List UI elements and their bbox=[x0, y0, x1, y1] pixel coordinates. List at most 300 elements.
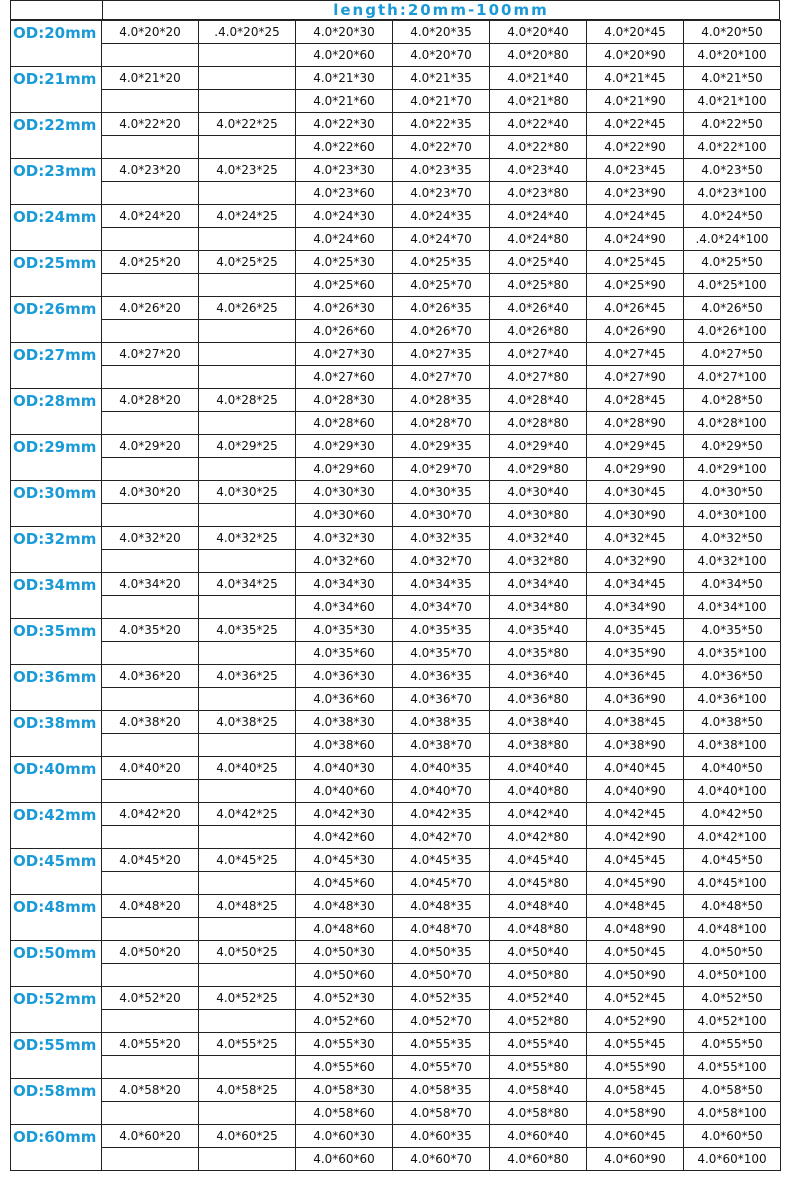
size-cell: 4.0*50*45 bbox=[587, 941, 684, 964]
od-label: OD:36mm bbox=[11, 665, 102, 711]
size-cell bbox=[199, 136, 296, 159]
size-cell: 4.0*50*70 bbox=[393, 964, 490, 987]
size-cell: 4.0*38*20 bbox=[102, 711, 199, 734]
size-cell: 4.0*48*30 bbox=[296, 895, 393, 918]
od-label: OD:48mm bbox=[11, 895, 102, 941]
size-cell: 4.0*23*60 bbox=[296, 182, 393, 205]
table-row bbox=[11, 573, 781, 596]
size-cell: 4.0*21*30 bbox=[296, 67, 393, 90]
table-row bbox=[11, 412, 781, 435]
length-range-title: length:20mm-100mm bbox=[333, 1, 549, 19]
size-cell: 4.0*36*30 bbox=[296, 665, 393, 688]
size-cell: 4.0*22*20 bbox=[102, 113, 199, 136]
size-cell: 4.0*35*40 bbox=[490, 619, 587, 642]
size-cell: 4.0*55*80 bbox=[490, 1056, 587, 1079]
size-cell: 4.0*32*60 bbox=[296, 550, 393, 573]
size-cell: 4.0*36*60 bbox=[296, 688, 393, 711]
size-cell: 4.0*50*40 bbox=[490, 941, 587, 964]
size-cell: 4.0*34*90 bbox=[587, 596, 684, 619]
size-cell: 4.0*29*35 bbox=[393, 435, 490, 458]
size-cell: 4.0*36*25 bbox=[199, 665, 296, 688]
size-cell bbox=[199, 734, 296, 757]
size-cell: 4.0*29*20 bbox=[102, 435, 199, 458]
size-cell: 4.0*48*45 bbox=[587, 895, 684, 918]
size-cell bbox=[199, 44, 296, 67]
table-row bbox=[11, 964, 781, 987]
header-corner-cell bbox=[11, 1, 103, 19]
size-cell: 4.0*20*45 bbox=[587, 21, 684, 44]
size-cell: 4.0*40*35 bbox=[393, 757, 490, 780]
size-cell: 4.0*28*40 bbox=[490, 389, 587, 412]
size-cell bbox=[199, 67, 296, 90]
size-cell bbox=[199, 780, 296, 803]
size-cell: 4.0*35*70 bbox=[393, 642, 490, 665]
size-cell: 4.0*42*25 bbox=[199, 803, 296, 826]
table-row bbox=[11, 1033, 781, 1056]
table-row bbox=[11, 21, 781, 44]
table-row bbox=[11, 527, 781, 550]
size-cell: 4.0*30*35 bbox=[393, 481, 490, 504]
size-cell bbox=[199, 320, 296, 343]
size-cell: 4.0*36*80 bbox=[490, 688, 587, 711]
od-label: OD:32mm bbox=[11, 527, 102, 573]
size-cell: 4.0*30*20 bbox=[102, 481, 199, 504]
size-cell: 4.0*40*25 bbox=[199, 757, 296, 780]
size-cell: 4.0*38*60 bbox=[296, 734, 393, 757]
size-cell: 4.0*58*35 bbox=[393, 1079, 490, 1102]
size-cell: 4.0*45*90 bbox=[587, 872, 684, 895]
size-cell: 4.0*60*45 bbox=[587, 1125, 684, 1148]
size-cell: 4.0*42*30 bbox=[296, 803, 393, 826]
size-cell: 4.0*30*30 bbox=[296, 481, 393, 504]
size-cell bbox=[102, 734, 199, 757]
size-cell: 4.0*38*30 bbox=[296, 711, 393, 734]
size-cell: 4.0*48*50 bbox=[684, 895, 781, 918]
size-cell: 4.0*50*80 bbox=[490, 964, 587, 987]
size-cell: 4.0*35*25 bbox=[199, 619, 296, 642]
size-cell: 4.0*22*40 bbox=[490, 113, 587, 136]
size-cell: 4.0*60*80 bbox=[490, 1148, 587, 1171]
size-cell: 4.0*29*45 bbox=[587, 435, 684, 458]
size-cell: 4.0*27*35 bbox=[393, 343, 490, 366]
size-cell: 4.0*30*70 bbox=[393, 504, 490, 527]
size-cell: 4.0*48*70 bbox=[393, 918, 490, 941]
size-cell: 4.0*50*30 bbox=[296, 941, 393, 964]
size-cell: 4.0*25*30 bbox=[296, 251, 393, 274]
size-cell: 4.0*21*100 bbox=[684, 90, 781, 113]
size-cell: 4.0*48*90 bbox=[587, 918, 684, 941]
size-cell: 4.0*23*90 bbox=[587, 182, 684, 205]
size-cell: 4.0*38*80 bbox=[490, 734, 587, 757]
size-cell: 4.0*24*40 bbox=[490, 205, 587, 228]
size-cell: 4.0*24*20 bbox=[102, 205, 199, 228]
size-cell: 4.0*22*100 bbox=[684, 136, 781, 159]
size-cell: 4.0*42*35 bbox=[393, 803, 490, 826]
size-cell bbox=[199, 458, 296, 481]
size-cell: 4.0*22*25 bbox=[199, 113, 296, 136]
size-cell: 4.0*27*90 bbox=[587, 366, 684, 389]
size-cell: 4.0*52*40 bbox=[490, 987, 587, 1010]
size-cell: 4.0*52*100 bbox=[684, 1010, 781, 1033]
table-row bbox=[11, 803, 781, 826]
size-cell: 4.0*45*70 bbox=[393, 872, 490, 895]
size-cell: 4.0*21*35 bbox=[393, 67, 490, 90]
size-cell: 4.0*38*50 bbox=[684, 711, 781, 734]
size-cell: 4.0*60*70 bbox=[393, 1148, 490, 1171]
size-cell: 4.0*36*70 bbox=[393, 688, 490, 711]
size-cell: 4.0*25*90 bbox=[587, 274, 684, 297]
size-cell: 4.0*32*30 bbox=[296, 527, 393, 550]
size-cell: 4.0*26*60 bbox=[296, 320, 393, 343]
size-cell: 4.0*22*60 bbox=[296, 136, 393, 159]
size-cell bbox=[102, 1056, 199, 1079]
size-cell: 4.0*48*60 bbox=[296, 918, 393, 941]
size-cell: 4.0*50*60 bbox=[296, 964, 393, 987]
size-cell: 4.0*40*100 bbox=[684, 780, 781, 803]
size-cell: 4.0*55*100 bbox=[684, 1056, 781, 1079]
size-cell: 4.0*45*100 bbox=[684, 872, 781, 895]
size-cell: 4.0*28*35 bbox=[393, 389, 490, 412]
size-cell: 4.0*60*20 bbox=[102, 1125, 199, 1148]
size-cell: 4.0*24*80 bbox=[490, 228, 587, 251]
table-row bbox=[11, 389, 781, 412]
size-cell: 4.0*24*45 bbox=[587, 205, 684, 228]
size-cell bbox=[102, 320, 199, 343]
table-row bbox=[11, 1125, 781, 1148]
table-row bbox=[11, 228, 781, 251]
table-row bbox=[11, 44, 781, 67]
size-cell: 4.0*30*90 bbox=[587, 504, 684, 527]
size-cell: 4.0*21*50 bbox=[684, 67, 781, 90]
size-cell: 4.0*34*50 bbox=[684, 573, 781, 596]
size-cell: 4.0*50*100 bbox=[684, 964, 781, 987]
size-cell: 4.0*40*60 bbox=[296, 780, 393, 803]
size-cell: 4.0*23*80 bbox=[490, 182, 587, 205]
od-label: OD:58mm bbox=[11, 1079, 102, 1125]
size-cell: 4.0*55*25 bbox=[199, 1033, 296, 1056]
size-cell: 4.0*42*45 bbox=[587, 803, 684, 826]
size-cell: 4.0*40*80 bbox=[490, 780, 587, 803]
size-cell bbox=[199, 550, 296, 573]
size-cell: 4.0*45*45 bbox=[587, 849, 684, 872]
od-label: OD:27mm bbox=[11, 343, 102, 389]
size-cell: 4.0*27*30 bbox=[296, 343, 393, 366]
size-cell bbox=[102, 274, 199, 297]
size-cell: 4.0*30*100 bbox=[684, 504, 781, 527]
size-cell bbox=[102, 1148, 199, 1171]
size-cell bbox=[199, 274, 296, 297]
size-cell: 4.0*60*50 bbox=[684, 1125, 781, 1148]
size-cell: 4.0*26*50 bbox=[684, 297, 781, 320]
size-cell bbox=[199, 1102, 296, 1125]
size-cell: 4.0*42*100 bbox=[684, 826, 781, 849]
size-cell bbox=[199, 412, 296, 435]
size-cell: 4.0*35*80 bbox=[490, 642, 587, 665]
size-cell bbox=[102, 642, 199, 665]
size-cell: 4.0*27*60 bbox=[296, 366, 393, 389]
table-row bbox=[11, 343, 781, 366]
size-cell: 4.0*26*45 bbox=[587, 297, 684, 320]
size-cell: 4.0*27*70 bbox=[393, 366, 490, 389]
size-cell: 4.0*26*20 bbox=[102, 297, 199, 320]
size-cell: 4.0*24*60 bbox=[296, 228, 393, 251]
od-label: OD:35mm bbox=[11, 619, 102, 665]
size-cell: 4.0*21*40 bbox=[490, 67, 587, 90]
size-cell bbox=[199, 504, 296, 527]
size-cell: 4.0*58*70 bbox=[393, 1102, 490, 1125]
size-cell bbox=[199, 182, 296, 205]
size-cell: 4.0*52*45 bbox=[587, 987, 684, 1010]
size-cell: 4.0*23*45 bbox=[587, 159, 684, 182]
od-label: OD:20mm bbox=[11, 21, 102, 67]
size-cell: 4.0*32*45 bbox=[587, 527, 684, 550]
size-cell: 4.0*21*80 bbox=[490, 90, 587, 113]
size-cell: 4.0*55*35 bbox=[393, 1033, 490, 1056]
size-cell: 4.0*40*50 bbox=[684, 757, 781, 780]
size-cell: 4.0*58*100 bbox=[684, 1102, 781, 1125]
size-cell: 4.0*26*25 bbox=[199, 297, 296, 320]
size-cell: 4.0*25*70 bbox=[393, 274, 490, 297]
size-cell: 4.0*21*60 bbox=[296, 90, 393, 113]
size-cell: 4.0*55*90 bbox=[587, 1056, 684, 1079]
size-cell bbox=[199, 642, 296, 665]
size-cell bbox=[199, 90, 296, 113]
size-cell: 4.0*32*40 bbox=[490, 527, 587, 550]
size-cell: 4.0*45*50 bbox=[684, 849, 781, 872]
table-row bbox=[11, 688, 781, 711]
size-cell: 4.0*48*100 bbox=[684, 918, 781, 941]
size-cell: 4.0*27*50 bbox=[684, 343, 781, 366]
od-label: OD:21mm bbox=[11, 67, 102, 113]
size-cell: 4.0*34*25 bbox=[199, 573, 296, 596]
size-cell: 4.0*55*30 bbox=[296, 1033, 393, 1056]
size-cell: 4.0*58*45 bbox=[587, 1079, 684, 1102]
size-cell: 4.0*45*20 bbox=[102, 849, 199, 872]
size-cell bbox=[102, 504, 199, 527]
table-row bbox=[11, 642, 781, 665]
size-cell bbox=[102, 90, 199, 113]
size-cell: 4.0*52*50 bbox=[684, 987, 781, 1010]
size-cell: 4.0*55*60 bbox=[296, 1056, 393, 1079]
size-cell: 4.0*30*40 bbox=[490, 481, 587, 504]
table-row bbox=[11, 757, 781, 780]
size-cell: 4.0*29*60 bbox=[296, 458, 393, 481]
table-row bbox=[11, 481, 781, 504]
size-cell: 4.0*58*20 bbox=[102, 1079, 199, 1102]
size-cell: 4.0*26*30 bbox=[296, 297, 393, 320]
size-cell: 4.0*52*35 bbox=[393, 987, 490, 1010]
size-cell: 4.0*29*50 bbox=[684, 435, 781, 458]
size-cell: 4.0*48*35 bbox=[393, 895, 490, 918]
table-row bbox=[11, 849, 781, 872]
size-cell bbox=[102, 780, 199, 803]
table-row bbox=[11, 320, 781, 343]
size-cell: 4.0*25*35 bbox=[393, 251, 490, 274]
od-label: OD:45mm bbox=[11, 849, 102, 895]
od-label: OD:34mm bbox=[11, 573, 102, 619]
size-cell: 4.0*23*35 bbox=[393, 159, 490, 182]
size-cell bbox=[199, 964, 296, 987]
size-cell: 4.0*50*50 bbox=[684, 941, 781, 964]
size-cell: 4.0*23*40 bbox=[490, 159, 587, 182]
size-cell bbox=[199, 1056, 296, 1079]
size-cell bbox=[102, 44, 199, 67]
size-cell: 4.0*58*90 bbox=[587, 1102, 684, 1125]
size-cell: 4.0*52*20 bbox=[102, 987, 199, 1010]
size-cell: 4.0*58*80 bbox=[490, 1102, 587, 1125]
size-cell: 4.0*42*50 bbox=[684, 803, 781, 826]
size-cell: 4.0*36*20 bbox=[102, 665, 199, 688]
size-cell: 4.0*32*90 bbox=[587, 550, 684, 573]
table-row bbox=[11, 274, 781, 297]
size-cell: 4.0*25*45 bbox=[587, 251, 684, 274]
size-cell: 4.0*22*80 bbox=[490, 136, 587, 159]
table-row bbox=[11, 159, 781, 182]
od-label: OD:30mm bbox=[11, 481, 102, 527]
size-cell: 4.0*34*40 bbox=[490, 573, 587, 596]
size-cell: 4.0*29*40 bbox=[490, 435, 587, 458]
od-label: OD:22mm bbox=[11, 113, 102, 159]
size-cell: 4.0*26*70 bbox=[393, 320, 490, 343]
size-cell: 4.0*35*100 bbox=[684, 642, 781, 665]
size-cell: 4.0*27*100 bbox=[684, 366, 781, 389]
table-row bbox=[11, 182, 781, 205]
table-row bbox=[11, 826, 781, 849]
size-cell: 4.0*34*100 bbox=[684, 596, 781, 619]
table-row bbox=[11, 550, 781, 573]
size-cell: 4.0*25*60 bbox=[296, 274, 393, 297]
table-row bbox=[11, 297, 781, 320]
size-cell: 4.0*29*70 bbox=[393, 458, 490, 481]
size-cell: 4.0*27*20 bbox=[102, 343, 199, 366]
size-cell: 4.0*25*25 bbox=[199, 251, 296, 274]
size-cell bbox=[199, 596, 296, 619]
size-cell bbox=[199, 1010, 296, 1033]
size-cell: 4.0*55*45 bbox=[587, 1033, 684, 1056]
size-cell: 4.0*20*35 bbox=[393, 21, 490, 44]
size-cell: 4.0*28*30 bbox=[296, 389, 393, 412]
size-cell: 4.0*25*100 bbox=[684, 274, 781, 297]
size-cell: 4.0*30*25 bbox=[199, 481, 296, 504]
size-cell: 4.0*52*90 bbox=[587, 1010, 684, 1033]
size-cell: 4.0*36*100 bbox=[684, 688, 781, 711]
size-cell: 4.0*29*25 bbox=[199, 435, 296, 458]
size-cell: 4.0*38*100 bbox=[684, 734, 781, 757]
size-cell: 4.0*60*40 bbox=[490, 1125, 587, 1148]
size-cell bbox=[199, 366, 296, 389]
size-cell: 4.0*58*30 bbox=[296, 1079, 393, 1102]
size-cell: 4.0*28*100 bbox=[684, 412, 781, 435]
table-row bbox=[11, 366, 781, 389]
size-cell: 4.0*26*40 bbox=[490, 297, 587, 320]
size-cell: 4.0*45*60 bbox=[296, 872, 393, 895]
size-cell: 4.0*24*30 bbox=[296, 205, 393, 228]
size-cell: 4.0*48*40 bbox=[490, 895, 587, 918]
size-cell bbox=[102, 1010, 199, 1033]
size-cell bbox=[102, 412, 199, 435]
size-cell: 4.0*40*20 bbox=[102, 757, 199, 780]
size-cell: 4.0*60*35 bbox=[393, 1125, 490, 1148]
size-cell: 4.0*34*60 bbox=[296, 596, 393, 619]
size-cell bbox=[102, 550, 199, 573]
size-cell bbox=[199, 826, 296, 849]
table-row bbox=[11, 251, 781, 274]
size-cell: 4.0*42*70 bbox=[393, 826, 490, 849]
size-cell bbox=[102, 182, 199, 205]
table-row bbox=[11, 711, 781, 734]
size-cell: 4.0*30*80 bbox=[490, 504, 587, 527]
size-cell: 4.0*27*40 bbox=[490, 343, 587, 366]
table-row bbox=[11, 780, 781, 803]
size-cell: 4.0*25*80 bbox=[490, 274, 587, 297]
size-cell: 4.0*36*45 bbox=[587, 665, 684, 688]
size-cell: 4.0*50*25 bbox=[199, 941, 296, 964]
size-cell: 4.0*26*90 bbox=[587, 320, 684, 343]
od-label: OD:42mm bbox=[11, 803, 102, 849]
size-cell: 4.0*21*45 bbox=[587, 67, 684, 90]
size-cell: 4.0*34*30 bbox=[296, 573, 393, 596]
size-cell: 4.0*26*35 bbox=[393, 297, 490, 320]
size-cell: 4.0*40*90 bbox=[587, 780, 684, 803]
size-cell: 4.0*35*45 bbox=[587, 619, 684, 642]
size-cell: 4.0*45*80 bbox=[490, 872, 587, 895]
size-cell: 4.0*26*80 bbox=[490, 320, 587, 343]
size-cell: 4.0*35*60 bbox=[296, 642, 393, 665]
size-cell: 4.0*42*60 bbox=[296, 826, 393, 849]
size-cell: 4.0*24*35 bbox=[393, 205, 490, 228]
size-cell: 4.0*55*50 bbox=[684, 1033, 781, 1056]
od-label: OD:50mm bbox=[11, 941, 102, 987]
size-cell: 4.0*24*50 bbox=[684, 205, 781, 228]
size-cell: 4.0*22*45 bbox=[587, 113, 684, 136]
size-cell: 4.0*32*80 bbox=[490, 550, 587, 573]
size-cell: 4.0*20*60 bbox=[296, 44, 393, 67]
table-header bbox=[10, 0, 780, 20]
table-row bbox=[11, 596, 781, 619]
size-cell: 4.0*29*30 bbox=[296, 435, 393, 458]
size-cell: 4.0*34*20 bbox=[102, 573, 199, 596]
size-cell: 4.0*48*25 bbox=[199, 895, 296, 918]
size-cell: 4.0*23*70 bbox=[393, 182, 490, 205]
size-cell: 4.0*60*25 bbox=[199, 1125, 296, 1148]
size-cell: 4.0*52*30 bbox=[296, 987, 393, 1010]
size-cell: 4.0*55*40 bbox=[490, 1033, 587, 1056]
od-label: OD:60mm bbox=[11, 1125, 102, 1171]
size-cell: 4.0*38*40 bbox=[490, 711, 587, 734]
size-cell: 4.0*34*45 bbox=[587, 573, 684, 596]
size-cell bbox=[102, 596, 199, 619]
size-cell: 4.0*22*35 bbox=[393, 113, 490, 136]
size-cell: 4.0*35*20 bbox=[102, 619, 199, 642]
size-cell: 4.0*30*50 bbox=[684, 481, 781, 504]
size-cell: 4.0*58*50 bbox=[684, 1079, 781, 1102]
size-cell: 4.0*21*90 bbox=[587, 90, 684, 113]
size-cell: 4.0*23*25 bbox=[199, 159, 296, 182]
size-cell: 4.0*40*45 bbox=[587, 757, 684, 780]
size-cell: 4.0*35*90 bbox=[587, 642, 684, 665]
size-cell: 4.0*45*30 bbox=[296, 849, 393, 872]
size-cell: 4.0*50*20 bbox=[102, 941, 199, 964]
size-cell: 4.0*60*30 bbox=[296, 1125, 393, 1148]
size-cell: 4.0*20*50 bbox=[684, 21, 781, 44]
size-cell: 4.0*20*100 bbox=[684, 44, 781, 67]
size-cell: 4.0*20*90 bbox=[587, 44, 684, 67]
size-cell: 4.0*34*35 bbox=[393, 573, 490, 596]
size-cell: 4.0*27*45 bbox=[587, 343, 684, 366]
size-cell: 4.0*32*50 bbox=[684, 527, 781, 550]
size-cell: 4.0*34*80 bbox=[490, 596, 587, 619]
table-row bbox=[11, 136, 781, 159]
